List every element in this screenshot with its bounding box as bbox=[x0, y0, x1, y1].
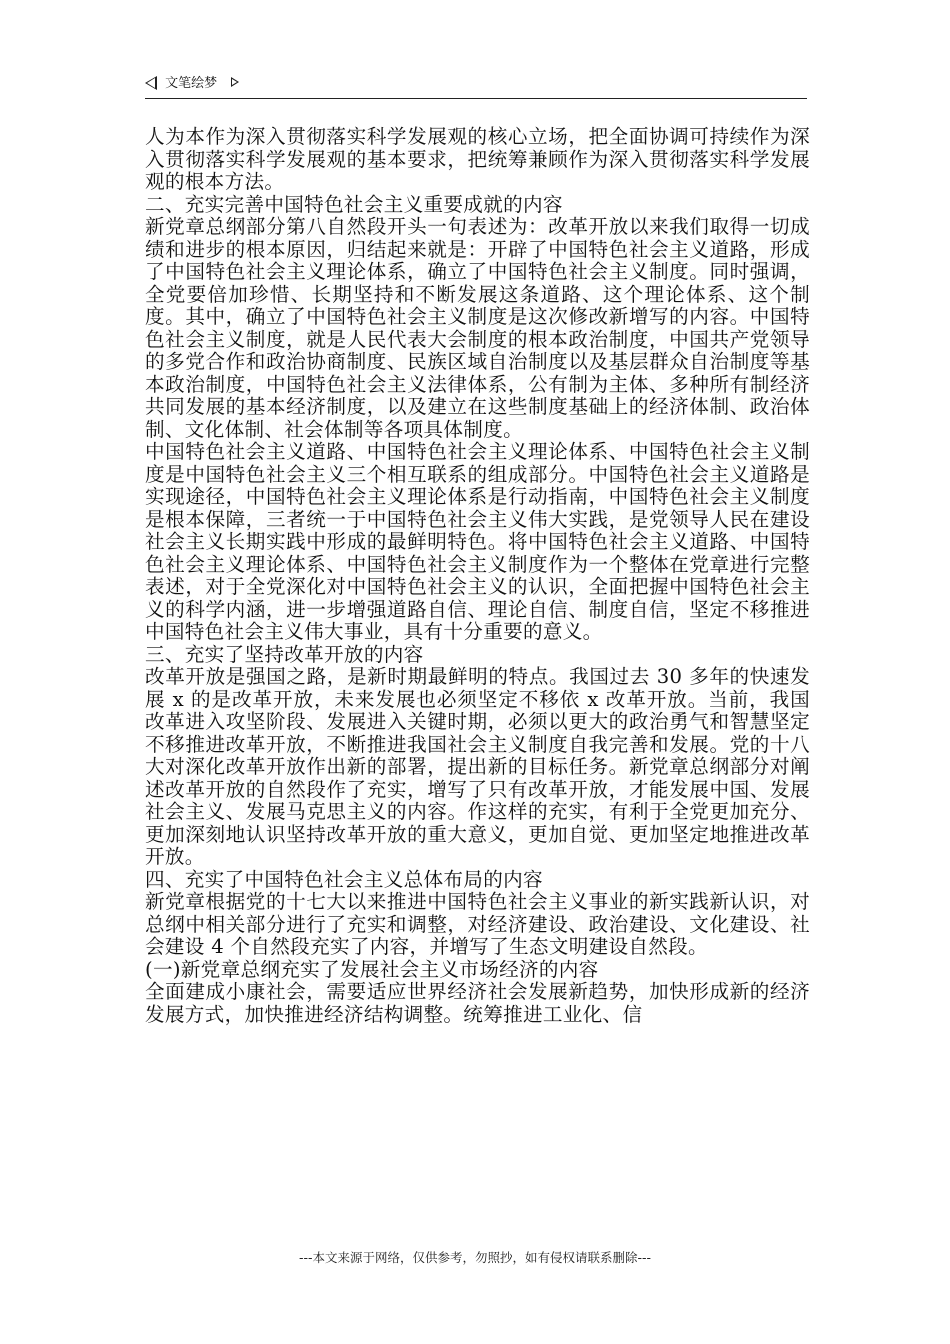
section-heading: 三、充实了坚持改革开放的内容 bbox=[145, 642, 424, 666]
section-heading: 四、充实了中国特色社会主义总体布局的内容 bbox=[145, 867, 543, 891]
subsection-heading: (一)新党章总纲充实了发展社会主义市场经济的内容 bbox=[145, 957, 599, 981]
paragraph: 人为本作为深入贯彻落实科学发展观的核心立场，把全面协调可持续作为深入贯彻落实科学发展观的基本要求，把统筹兼顾作为深入贯彻落实科学发展观的根本方法。 bbox=[145, 125, 810, 193]
footer-notice: ---本文来源于网络，仅供参考，勿照抄，如有侵权请联系删除--- bbox=[298, 1250, 652, 1265]
section-heading: 二、充实完善中国特色社会主义重要成就的内容 bbox=[145, 192, 563, 216]
paragraph: 改革开放是强国之路，是新时期最鲜明的特点。我国过去 30 多年的快速发展 x 的是改革开放，未来发展也必须坚定不移依 x 改革开放。当前，我国改革进入攻坚阶段、发展进入关键时期，必须以更大的政治勇气和智慧坚定不移推进改革开放，不断推进我国社会主义制度自我完善和发展。党的十八大对深化改革开放作出新的部署，提出新的目标任务。新党章总纲部分对阐述改革开放的自然段作了充实，增写了只有改革开放，才能发展中国、发展社会主义、发展马克思主义的内容。作这样的充实，有利于全党更加充分、更加深刻地认识坚持改革开放的重大意义，更加自觉、更加坚定地推进改革开放。 bbox=[145, 665, 810, 868]
triangle-right-icon bbox=[231, 77, 239, 87]
paragraph: 全面建成小康社会，需要适应世界经济社会发展新趋势，加快形成新的经济发展方式，加快推进经济结构调整。统筹推进工业化、信 bbox=[145, 980, 810, 1026]
paragraph: 中国特色社会主义道路、中国特色社会主义理论体系、中国特色社会主义制度是中国特色社会主义三个相互联系的组成部分。中国特色社会主义道路是实现途径，中国特色社会主义理论体系是行动指南，中国特色社会主义制度是根本保障，三者统一于中国特色社会主义伟大实践，是党领导人民在建设社会主义长期实践中形成的最鲜明特色。将中国特色社会主义道路、中国特色社会主义理论体系、中国特色社会主义制度作为一个整体在党章进行完整表述，对于全党深化对中国特色社会主义的认识，全面把握中国特色社会主义的科学内涵，进一步增强道路自信、理论自信、制度自信，坚定不移推进中国特色社会主义伟大事业，具有十分重要的意义。 bbox=[145, 440, 810, 643]
paragraph: 新党章根据党的十七大以来推进中国特色社会主义事业的新实践新认识，对总纲中相关部分进行了充实和调整，对经济建设、政治建设、文化建设、社会建设 4 个自然段充实了内容，并增写了生态文明建设自然段。 bbox=[145, 890, 810, 958]
document-body bbox=[145, 126, 810, 1026]
page-header bbox=[145, 74, 807, 99]
brand-name: 文笔绘梦 bbox=[165, 76, 218, 91]
paragraph: 新党章总纲部分第八自然段开头一句表述为：改革开放以来我们取得一切成绩和进步的根本原因，归结起来就是：开辟了中国特色社会主义道路，形成了中国特色社会主义理论体系，确立了中国特色社会主义制度。同时强调，全党要倍加珍惜、长期坚持和不断发展这条道路、这个理论体系、这个制度。其中，确立了中国特色社会主义制度是这次修改新增写的内容。中国特色社会主义制度，就是人民代表大会制度的根本政治制度，中国共产党领导的多党合作和政治协商制度、民族区域自治制度以及基层群众自治制度等基本政治制度，中国特色社会主义法律体系，公有制为主体、多种所有制经济共同发展的基本经济制度，以及建立在这些制度基础上的经济体制、政治体制、文化体制、社会体制等各项具体制度。 bbox=[145, 215, 810, 441]
triangle-left-icon bbox=[145, 76, 157, 90]
